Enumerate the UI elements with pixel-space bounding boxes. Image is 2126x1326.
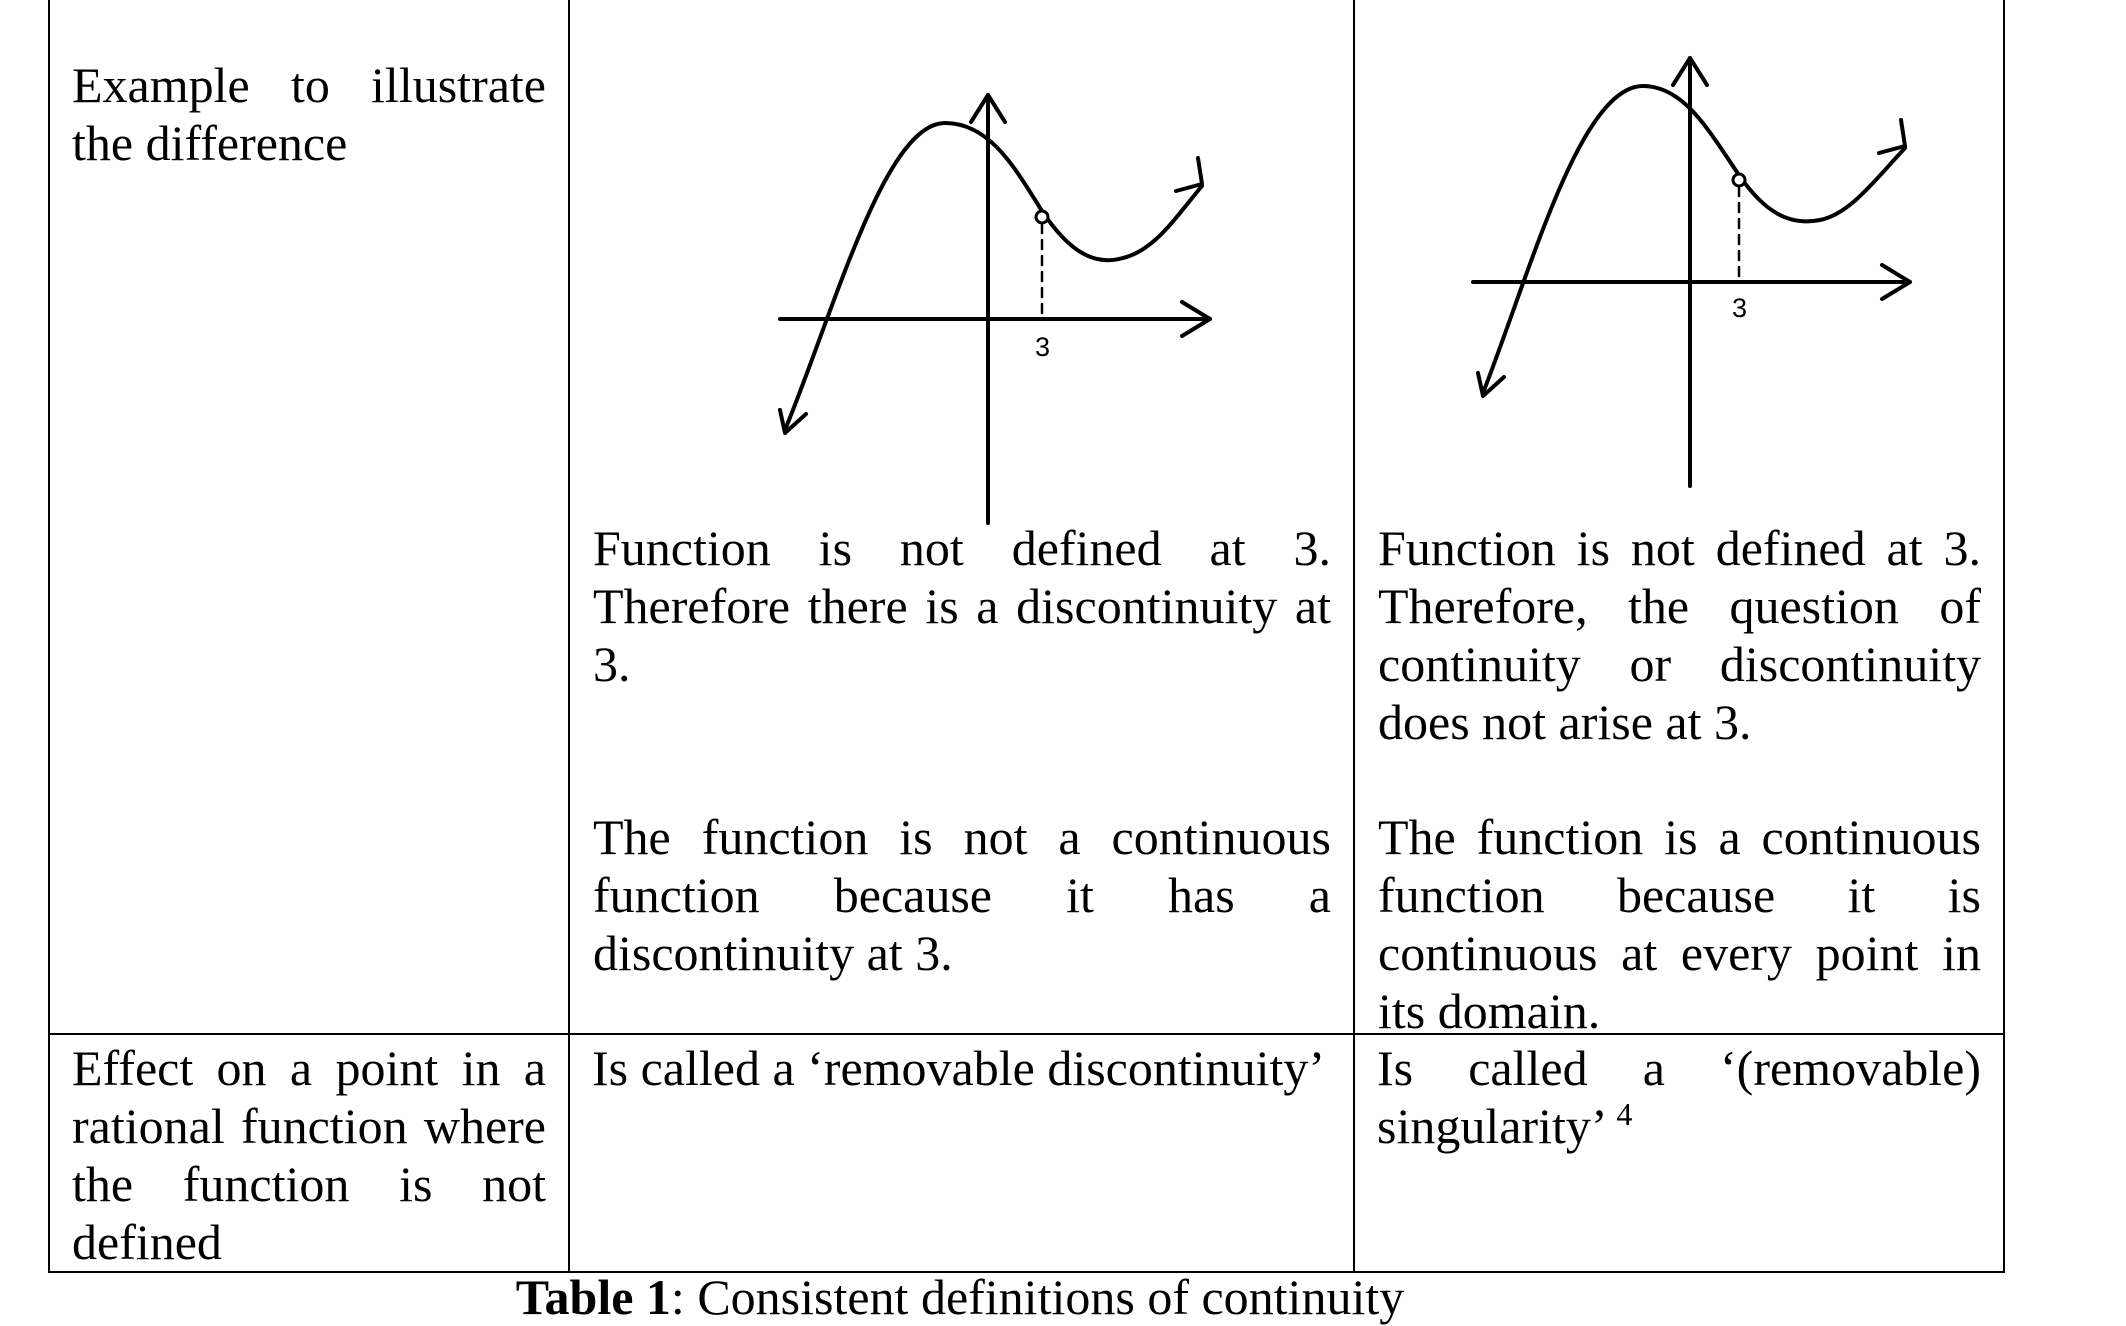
row-label-example: Example to illustrate the difference [49, 0, 569, 1034]
footnote-marker: 4 [1616, 1096, 1633, 1132]
hole-marker [1036, 211, 1048, 223]
definitions-table [48, 0, 2005, 1273]
hole-marker [1733, 174, 1745, 186]
singularity-explanation: Function is not defined at 3. Therefore, the question of continuity or discontinuity does not arise at 3. [1378, 520, 1981, 750]
discontinuity-conclusion: The function is not a continuous function because it has a discontinuity at 3. [593, 809, 1331, 981]
cell-continuity-example [1354, 0, 2004, 1039]
table-caption [0, 1268, 1920, 1326]
row-label-effect: Effect on a point in a rational function where the function is not defined [49, 1034, 569, 1272]
table-row-example [49, 0, 2004, 1034]
continuity-conclusion: The function is a continuous function because it is continuous at every point in its domain. [1378, 809, 1981, 1039]
function-curve [1483, 86, 1905, 393]
cell-discontinuity-example [569, 0, 1354, 1034]
tick-label-3: 3 [1732, 293, 1748, 323]
caption-label: Table 1 [515, 1269, 671, 1325]
caption-text: : Consistent definitions of continuity [670, 1269, 1405, 1325]
discontinuity-explanation: Function is not defined at 3. Therefore there is a discontinuity at 3. [593, 520, 1331, 692]
tick-label-3: 3 [1035, 332, 1051, 362]
curve-right-arrow [1176, 158, 1202, 191]
function-curve [785, 123, 1202, 430]
removable-discontinuity-term: Is called a ‘removable discontinuity’ [569, 1034, 1354, 1272]
table-row-effect [49, 1034, 2004, 1272]
curve-right-arrow [1879, 120, 1905, 153]
singularity-text: Is called a ‘(removable) singularity’ [1377, 1040, 1981, 1154]
removable-singularity-term [1354, 1034, 2004, 1272]
